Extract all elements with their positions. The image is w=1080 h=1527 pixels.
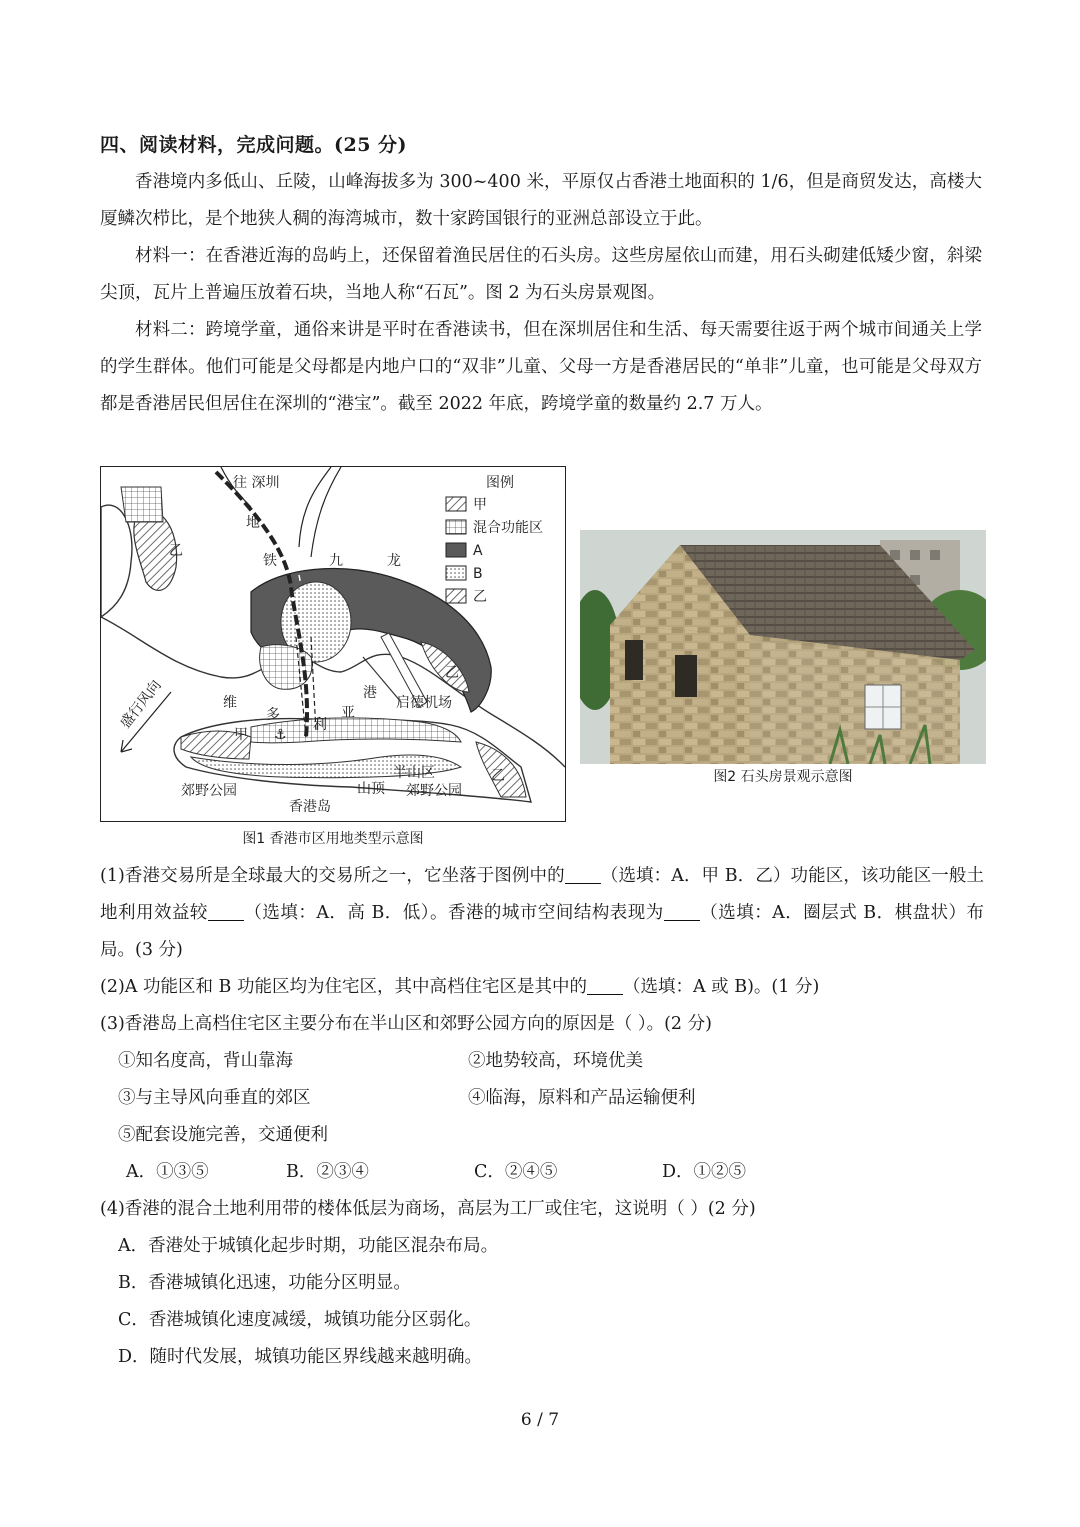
label-long: 龙 bbox=[387, 553, 401, 569]
q2-text-2: （选填：A 或 B)。(1 分) bbox=[622, 977, 820, 997]
label-yi-island: 乙 bbox=[491, 768, 505, 784]
label-mid-levels: 半山区 bbox=[393, 765, 435, 781]
q4-choice-c[interactable]: C．香港城镇化速度减缓，城镇功能分区弱化。 bbox=[118, 1310, 482, 1330]
q2-text-1: (2)A 功能区和 B 功能区均为住宅区，其中高档住宅区是其中的 bbox=[100, 977, 587, 997]
q1-text-4: （选填：A．圈层式 B．棋盘状）布局。(3 分) bbox=[100, 903, 985, 960]
q3-choice-b[interactable]: B．②③④ bbox=[286, 1162, 369, 1182]
intro-paragraph: 香港境内多低山、丘陵，山峰海拔多为 300~400 米，平原仅占香港土地面积的 1/6，但是商贸发达，高楼大厦鳞次栉比，是个地狭人稠的海湾城市，数十家跨国银行的亚洲总部设立于此。 bbox=[100, 172, 982, 229]
label-jia: 甲 bbox=[234, 727, 248, 743]
page-number: 6 / 7 bbox=[520, 1410, 560, 1430]
question-1 bbox=[100, 858, 984, 969]
q4-choice-b[interactable]: B．香港城镇化迅速，功能分区明显。 bbox=[118, 1273, 411, 1293]
label-country-park-right: 郊野公园 bbox=[406, 783, 462, 799]
q1-text-2: （选填：A．甲 B．乙）功能区，该功能区一般土地利用效益较 bbox=[100, 866, 984, 923]
label-yi-kowloon: 乙 bbox=[445, 665, 459, 681]
label-duo: 多 bbox=[266, 707, 280, 723]
label-peak: 山顶 bbox=[357, 781, 385, 797]
material-two: 材料二：跨境学童，通俗来讲是平时在香港读书，但在深圳居住和生活、每天需要往返于两个城市间通关上学的学生群体。他们可能是父母都是内地户口的“双非”儿童、父母一方是香港居民的“单非”儿童，也可能是父母双方都是香港居民但居住在深圳的“港宝”。截至 2022 年底，跨境学童的数量约 2.7 万人。 bbox=[100, 320, 982, 414]
label-country-park-left: 郊野公园 bbox=[181, 783, 237, 799]
legend-yi: 乙 bbox=[473, 589, 487, 605]
label-tie: 铁 bbox=[263, 553, 277, 569]
label-airport: 启德机场 bbox=[396, 695, 452, 711]
q3-choice-c[interactable]: C．②④⑤ bbox=[474, 1162, 558, 1182]
legend-b: B bbox=[473, 566, 483, 582]
label-wei: 维 bbox=[223, 695, 237, 711]
q1-blank-3[interactable] bbox=[664, 903, 700, 922]
map-svg bbox=[101, 467, 565, 821]
q3-item-4: ④临海，原料和产品运输便利 bbox=[468, 1088, 696, 1108]
stone-house-illustration bbox=[580, 530, 986, 764]
label-li: 利 bbox=[313, 717, 327, 733]
q1-text-3: （选填：A．高 B．低）。香港的城市空间结构表现为 bbox=[243, 903, 664, 923]
q3-item-3: ③与主导风向垂直的郊区 bbox=[118, 1088, 311, 1108]
label-wind: 盛行风向 bbox=[117, 677, 165, 732]
q4-choice-d[interactable]: D．随时代发展，城镇功能区界线越来越明确。 bbox=[118, 1347, 483, 1367]
anchor-icon: ⚓ bbox=[274, 727, 287, 743]
question-4-stem: (4)香港的混合土地利用带的楼体低层为商场，高层为工厂或住宅，这说明（ ）(2 分) bbox=[100, 1199, 756, 1219]
q3-item-1: ①知名度高，背山靠海 bbox=[118, 1051, 293, 1071]
q3-item-5: ⑤配套设施完善，交通便利 bbox=[118, 1125, 328, 1145]
legend-a: A bbox=[473, 543, 483, 559]
material-one: 材料一：在香港近海的岛屿上，还保留着渔民居住的石头房。这些房屋依山而建，用石头砌建低矮少窗，斜梁尖顶，瓦片上普遍压放着石块，当地人称“石瓦”。图 2 为石头房景观图。 bbox=[100, 246, 982, 303]
q2-blank[interactable] bbox=[587, 977, 623, 996]
legend-title: 图例 bbox=[486, 475, 514, 491]
figure-2-caption: 图2 石头房景观示意图 bbox=[713, 769, 853, 785]
section-title: 四、阅读材料，完成问题。(25 分) bbox=[100, 134, 408, 156]
q1-text-1: (1)香港交易所是全球最大的交易所之一，它坐落于图例中的 bbox=[100, 866, 565, 886]
label-yi-west: 乙 bbox=[169, 543, 183, 559]
question-2 bbox=[100, 969, 984, 1006]
label-di: 地 bbox=[246, 515, 260, 531]
figure-1-map bbox=[100, 466, 566, 822]
label-hk-island: 香港岛 bbox=[289, 799, 331, 815]
question-3-stem: (3)香港岛上高档住宅区主要分布在半山区和郊野公园方向的原因是（ ）。(2 分) bbox=[100, 1014, 712, 1034]
label-gang: 港 bbox=[363, 685, 377, 701]
q1-blank-2[interactable] bbox=[208, 903, 244, 922]
q3-item-2: ②地势较高，环境优美 bbox=[468, 1051, 643, 1071]
q4-choice-a[interactable]: A．香港处于城镇化起步时期，功能区混杂布局。 bbox=[118, 1236, 499, 1256]
q3-choice-d[interactable]: D．①②⑤ bbox=[662, 1162, 747, 1182]
figure-2-photo bbox=[580, 530, 986, 764]
q3-choice-a[interactable]: A．①③⑤ bbox=[126, 1162, 209, 1182]
legend-mixed: 混合功能区 bbox=[473, 520, 543, 536]
legend-jia: 甲 bbox=[473, 497, 487, 513]
q1-blank-1[interactable] bbox=[565, 866, 601, 885]
label-ya: 亚 bbox=[341, 705, 355, 721]
label-jiu: 九 bbox=[329, 553, 343, 569]
label-to-shenzhen: 往 深圳 bbox=[233, 475, 280, 491]
figure-1-caption: 图1 香港市区用地类型示意图 bbox=[242, 831, 424, 847]
